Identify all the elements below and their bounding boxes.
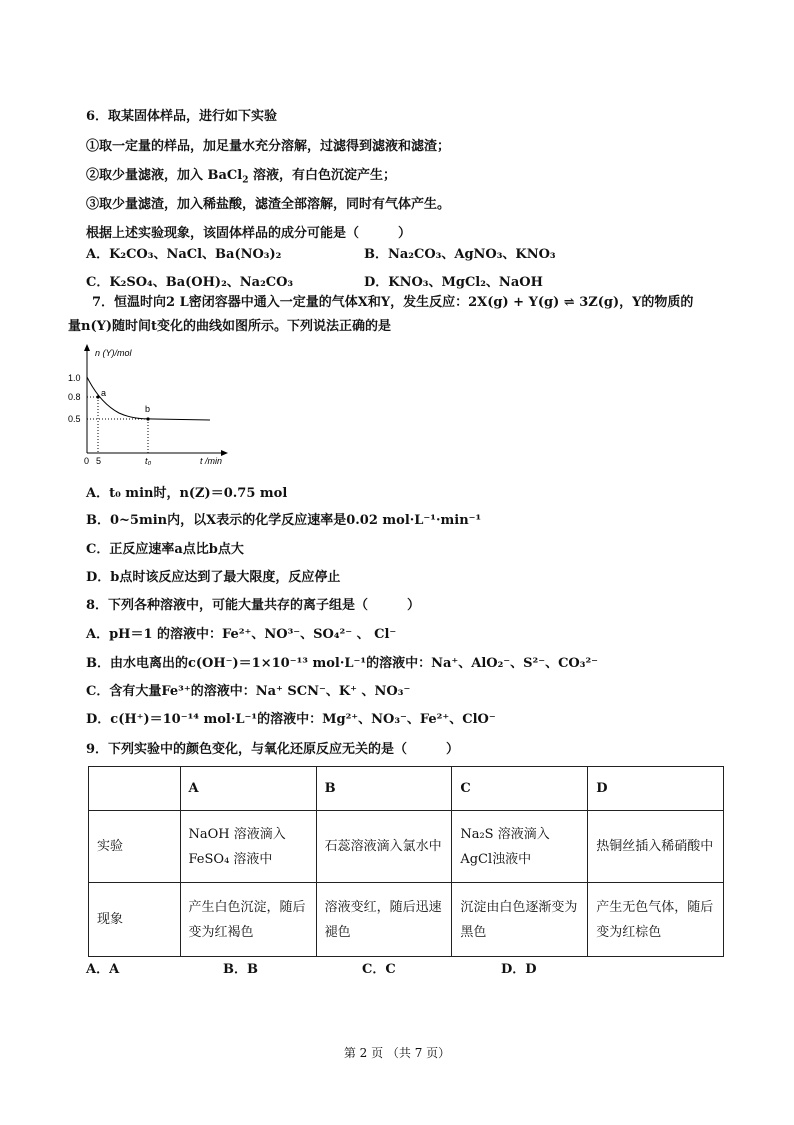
- point-a-label: a: [101, 388, 107, 398]
- q6-step1: ①取一定量的样品，加足量水充分溶解，过滤得到滤液和滤渣；: [86, 139, 451, 154]
- table-row: [89, 883, 724, 957]
- q8-option-d: D．c(H⁺)＝10⁻¹⁴ mol·L⁻¹的溶液中：Mg²⁺、NO₃⁻、Fe²⁺、ClO⁻: [86, 712, 496, 727]
- table-cell: NaOH 溶液滴入FeSO₄ 溶液中: [180, 811, 316, 883]
- x-axis-label: t /min: [200, 456, 223, 466]
- table-cell: 产生无色气体，随后变为红棕色: [588, 883, 724, 957]
- table-cell: 溶液变红，随后迅速褪色: [316, 883, 452, 957]
- q8-title: 8．下列各种溶液中，可能大量共存的离子组是（ ）: [86, 598, 421, 613]
- q6-question: 根据上述实验现象，该固体样品的成分可能是（ ）: [86, 226, 412, 241]
- q7-line2: 量n(Y)随时间t变化的曲线如图所示。下列说法正确的是: [68, 319, 392, 334]
- y-tick-1.0: 1.0: [68, 373, 81, 383]
- q6-option-d: D．KNO₃、MgCl₂、NaOH: [364, 275, 543, 290]
- table-header-row: [89, 767, 724, 811]
- q9-option-c: C．C: [362, 962, 396, 977]
- q6-option-b: B．Na₂CO₃、AgNO₃、KNO₃: [364, 247, 556, 262]
- y-tick-0.5: 0.5: [68, 414, 81, 424]
- table-cell: 热铜丝插入稀硝酸中: [588, 811, 724, 883]
- table-cell: 石蕊溶液滴入氯水中: [316, 811, 452, 883]
- page-footer: 第 2 页 （共 7 页）: [343, 1046, 451, 1060]
- q7-option-a: A．t₀ min时，n(Z)＝0.75 mol: [86, 486, 288, 501]
- q8-option-c: C．含有大量Fe³⁺的溶液中：Na⁺ SCN⁻、K⁺ 、NO₃⁻: [86, 684, 411, 699]
- table-cell: 沉淀由白色逐渐变为黑色: [452, 883, 588, 957]
- table-row: [89, 811, 724, 883]
- point-a: [96, 395, 99, 398]
- q9-option-d: D．D: [501, 962, 537, 977]
- q6-step3: ③取少量滤渣，加入稀盐酸，滤渣全部溶解，同时有气体产生。: [86, 197, 451, 212]
- table-cell: Na₂S 溶液滴入AgCl浊液中: [452, 811, 588, 883]
- q6-option-c: C．K₂SO₄、Ba(OH)₂、Na₂CO₃: [86, 275, 294, 290]
- q8-option-a: A．pH＝1 的溶液中：Fe²⁺、NO³⁻、SO₄²⁻ 、 Cl⁻: [86, 627, 397, 642]
- header-cell: B: [316, 767, 452, 811]
- row-label: 现象: [89, 883, 181, 957]
- row-label: 实验: [89, 811, 181, 883]
- q6-title: 6．取某固体样品，进行如下实验: [86, 109, 278, 124]
- x-tick-0: 0: [84, 456, 90, 466]
- q7-option-b: B．0~5min内，以X表示的化学反应速率是0.02 mol·L⁻¹·min⁻¹: [86, 513, 482, 528]
- point-b: [146, 417, 149, 420]
- q9-option-a: A．A: [86, 962, 120, 977]
- point-b-label: b: [145, 404, 151, 414]
- header-cell: D: [588, 767, 724, 811]
- x-tick-5: 5: [96, 456, 102, 466]
- q7-line1: 7．恒温时向2 L密闭容器中通入一定量的气体X和Y，发生反应：2X(g) + Y(g) ⇌ 3Z(g)，Y的物质的: [92, 295, 694, 310]
- header-cell: A: [180, 767, 316, 811]
- q7-option-c: C．正反应速率a点比b点大: [86, 542, 244, 557]
- q7-option-d: D．b点时该反应达到了最大限度，反应停止: [86, 570, 341, 585]
- q6-option-a: A．K₂CO₃、NaCl、Ba(NO₃)₂: [86, 247, 282, 262]
- table-cell: 产生白色沉淀，随后变为红褐色: [180, 883, 316, 957]
- q9-option-b: B．B: [223, 962, 258, 977]
- q9-table: [88, 766, 724, 957]
- x-tick-t0: t₀: [145, 456, 152, 466]
- q6-step2: ②取少量滤液，加入 BaCl$_2$ 溶液，有白色沉淀产生；: [86, 168, 397, 186]
- x-axis-arrow: [221, 450, 228, 456]
- y-axis-label: n (Y)/mol: [95, 348, 132, 358]
- y-tick-0.8: 0.8: [68, 392, 81, 402]
- q8-option-b: B．由水电离出的c(OH⁻)＝1×10⁻¹³ mol·L⁻¹的溶液中：Na⁺、AlO₂⁻、S²⁻、CO₃²⁻: [86, 656, 599, 671]
- y-axis-arrow: [84, 344, 90, 351]
- header-cell: C: [452, 767, 588, 811]
- header-cell: [89, 767, 181, 811]
- ny-time-chart: [64, 343, 244, 468]
- q9-title: 9．下列实验中的颜色变化，与氧化还原反应无关的是（ ）: [86, 742, 460, 757]
